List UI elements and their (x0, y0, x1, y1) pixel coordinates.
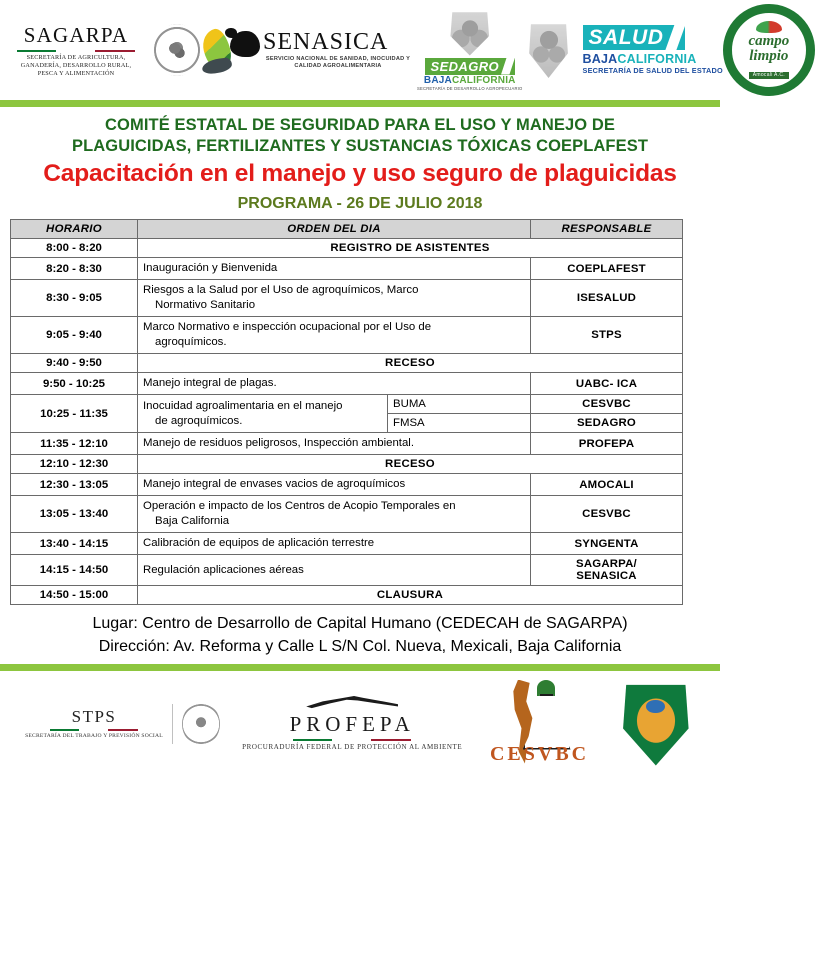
campo-limpio-line3: Amocali A.C. (749, 72, 789, 79)
table-row (11, 317, 683, 354)
cell-responsable: CESVBC (531, 395, 683, 414)
cell-topic: Inauguración y Bienvenida (138, 258, 531, 280)
stps-wordmark: STPS (71, 706, 117, 726)
committee-title-line1: COMITÉ ESTATAL DE SEGURIDAD PARA EL USO Y MANEJO DE (105, 116, 615, 134)
cell-time: 9:50 - 10:25 (11, 373, 138, 395)
cell-topic: Manejo integral de plagas. (138, 373, 531, 395)
col-header-horario: HORARIO (11, 220, 138, 239)
topic-line-1: Marco Normativo e inspección ocupacional por el Uso de (143, 321, 432, 333)
cell-subtopic: BUMA (388, 395, 531, 414)
leaf-chili-icon (756, 21, 782, 33)
cell-time: 11:35 - 12:10 (11, 433, 138, 455)
topic-line-2: Baja California (155, 515, 230, 527)
table-header-row (11, 220, 683, 239)
sagarpa-tricolor-rule (17, 50, 135, 52)
sprout-icon (537, 680, 555, 696)
cell-time: 14:15 - 14:50 (11, 555, 138, 586)
logo-divider (172, 704, 173, 744)
venue-address: Dirección: Av. Reforma y Calle L S/N Col. Nueva, Mexicali, Baja California (98, 638, 622, 655)
cell-full-topic: REGISTRO DE ASISTENTES (138, 239, 683, 258)
mexico-national-shield-icon (154, 24, 200, 76)
cell-time: 12:10 - 12:30 (11, 455, 138, 474)
uabc-crest-icon (617, 682, 695, 766)
profepa-tricolor-rule (293, 739, 411, 741)
cell-time: 8:30 - 9:05 (11, 280, 138, 317)
venue-place: Lugar: Centro de Desarrollo de Capital Humano (CEDECAH de SAGARPA) (92, 615, 628, 632)
campo-limpio-line2: limpio (749, 47, 789, 64)
campo-limpio-seal-icon (723, 4, 815, 96)
sedagro-california: CALIFORNIA (451, 74, 516, 86)
table-row (11, 533, 683, 555)
table-row (11, 474, 683, 496)
cell-topic (138, 280, 531, 317)
topic-line-2: de agroquímicos. (155, 414, 243, 427)
sedagro-subtitle: SECRETARÍA DE DESARROLLO AGROPECUARIO (417, 85, 523, 91)
cell-time: 12:30 - 13:05 (11, 474, 138, 496)
topic-line-1: Inocuidad agroalimentaria en el manejo (143, 399, 343, 412)
table-row (11, 239, 683, 258)
cell-time: 10:25 - 11:35 (11, 395, 138, 433)
cell-time: 13:40 - 14:15 (11, 533, 138, 555)
logo-campo-limpio (723, 4, 815, 96)
table-row (11, 586, 683, 605)
agenda-table-wrap (0, 219, 720, 605)
cell-full-topic: RECESO (138, 455, 683, 474)
venue-info (0, 605, 720, 658)
sedagro-wordmark: SEDAGRO (425, 58, 516, 75)
cell-responsable (531, 555, 683, 586)
agenda-table (10, 219, 683, 605)
cell-responsable: ISESALUD (531, 280, 683, 317)
cell-topic: Manejo integral de envases vacios de agroquímicos (138, 474, 531, 496)
stps-subtitle: SECRETARÍA DEL TRABAJO Y PREVISIÓN SOCIAL (25, 732, 163, 739)
title-block (0, 107, 720, 219)
top-green-divider (0, 100, 720, 107)
sedagro-state-line (424, 75, 516, 86)
sagarpa-wordmark: SAGARPA (23, 22, 129, 47)
cell-time: 8:20 - 8:30 (11, 258, 138, 280)
topic-line-2: agroquímicos. (155, 336, 227, 348)
stps-tricolor-rule (50, 729, 138, 731)
table-row (11, 258, 683, 280)
sedagro-baja: BAJA (423, 74, 452, 86)
cell-topic: Regulación aplicaciones aéreas (138, 555, 531, 586)
cell-time: 9:40 - 9:50 (11, 354, 138, 373)
baja-california-crest-icon (447, 10, 493, 56)
responsable-line-2: SENASICA (576, 570, 637, 582)
cell-time: 14:50 - 15:00 (11, 586, 138, 605)
table-row (11, 496, 683, 533)
topic-line-2: Normativo Sanitario (155, 299, 256, 311)
cell-responsable: PROFEPA (531, 433, 683, 455)
logo-salud-bc (583, 25, 723, 75)
cell-full-topic: RECESO (138, 354, 683, 373)
senasica-emblem-icon (202, 25, 260, 75)
logo-cesvbc (485, 678, 595, 770)
table-row (11, 555, 683, 586)
logo-senasica (202, 25, 413, 75)
mexico-national-shield-icon (182, 702, 220, 746)
footer-logo-strip (0, 671, 720, 776)
col-header-responsable: RESPONSABLE (531, 220, 683, 239)
eagle-wing-icon (306, 695, 398, 711)
salud-california: CALIFORNIA (617, 52, 697, 66)
cesvbc-wordmark: CESVBC (489, 742, 590, 765)
salud-baja: BAJA (582, 52, 618, 66)
responsable-line-1: SAGARPA/ (576, 558, 637, 570)
topic-line-1: Riesgos a la Salud por el Uso de agroquímicos, Marco (143, 284, 419, 296)
cell-responsable: CESVBC (531, 496, 683, 533)
profepa-wordmark: PROFEPA (289, 712, 415, 736)
logo-uabc (617, 682, 695, 766)
baja-california-state-shield-icon (523, 22, 579, 78)
cell-responsable: UABC- ICA (531, 373, 683, 395)
cell-topic: Calibración de equipos de aplicación terrestre (138, 533, 531, 555)
cell-responsable: SEDAGRO (531, 414, 683, 433)
cell-full-topic: CLAUSURA (138, 586, 683, 605)
cell-time: 13:05 - 13:40 (11, 496, 138, 533)
logo-sagarpa (12, 23, 140, 78)
cell-time: 8:00 - 8:20 (11, 239, 138, 258)
salud-subtitle: SECRETARÍA DE SALUD DEL ESTADO (582, 66, 723, 75)
logo-sedagro (417, 10, 523, 91)
cell-topic (138, 317, 531, 354)
table-row (11, 395, 683, 414)
senasica-wordmark: SENASICA (263, 28, 389, 55)
table-row (11, 354, 683, 373)
cell-responsable: COEPLAFEST (531, 258, 683, 280)
cell-responsable: AMOCALI (531, 474, 683, 496)
cell-responsable: STPS (531, 317, 683, 354)
bottom-green-divider (0, 664, 720, 671)
logo-stps (25, 702, 220, 746)
committee-title-line2: PLAGUICIDAS, FERTILIZANTES Y SUSTANCIAS TÓXICAS COEPLAFEST (71, 137, 648, 155)
senasica-subtitle: SERVICIO NACIONAL DE SANIDAD, INOCUIDAD Y CALIDAD AGROALIMENTARIA (265, 55, 411, 69)
program-date: PROGRAMA - 26 DE JULIO 2018 (237, 195, 483, 212)
table-row (11, 433, 683, 455)
cell-topic (138, 395, 388, 433)
salud-wordmark: SALUD (583, 25, 686, 50)
agenda-table-body (11, 239, 683, 605)
cell-topic: Manejo de residuos peligrosos, Inspección ambiental. (138, 433, 531, 455)
sagarpa-subtitle: SECRETARÍA DE AGRICULTURA, GANADERÍA, DESARROLLO RURAL, PESCA Y ALIMENTACIÓN (20, 53, 132, 77)
table-row (11, 455, 683, 474)
campo-limpio-line1: campo (748, 32, 790, 49)
profepa-subtitle: PROCURADURÍA FEDERAL DE PROTECCIÓN AL AMBIENTE (242, 743, 463, 751)
event-headline: Capacitación en el manejo y uso seguro de plaguicidas (43, 160, 677, 187)
cell-subtopic: FMSA (388, 414, 531, 433)
cell-topic (138, 496, 531, 533)
cell-time: 9:05 - 9:40 (11, 317, 138, 354)
header-logo-strip (0, 0, 790, 100)
table-row (11, 373, 683, 395)
topic-line-1: Operación e impacto de los Centros de Acopio Temporales en (143, 500, 456, 512)
logo-profepa (242, 695, 462, 752)
table-row (11, 280, 683, 317)
salud-state-line (583, 52, 723, 66)
cell-responsable: SYNGENTA (531, 533, 683, 555)
col-header-orden-del-dia: ORDEN DEL DIA (138, 220, 531, 239)
